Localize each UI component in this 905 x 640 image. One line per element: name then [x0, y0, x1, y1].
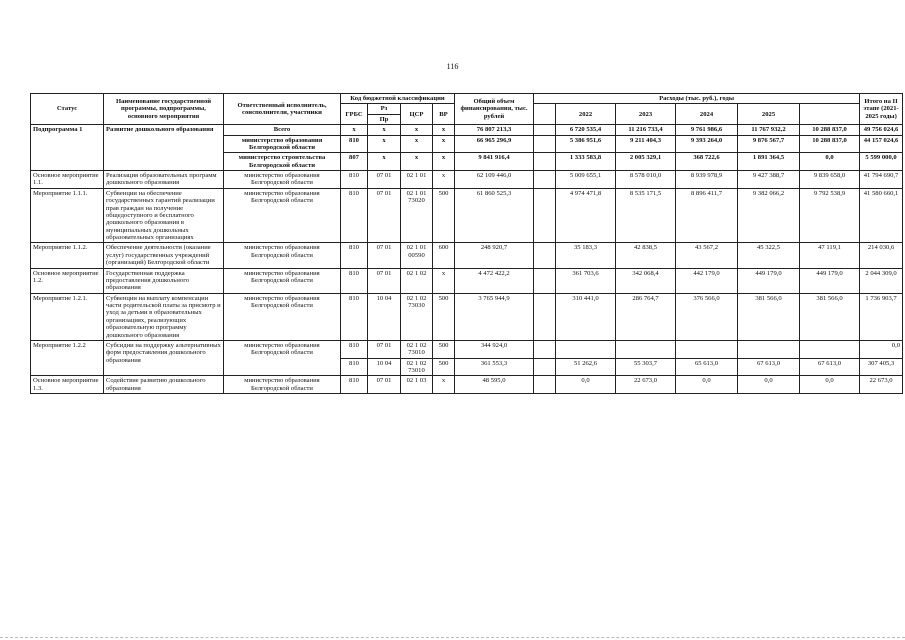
- cell-total: 4 472 422,2: [455, 268, 534, 293]
- cell-total: 344 924,0: [455, 340, 534, 358]
- cell-v5: 0,0: [800, 153, 860, 171]
- cell-vr: 500: [433, 358, 455, 376]
- cell-v4: 449 179,0: [738, 268, 800, 293]
- row-executor: министерство образования Белгородской области: [224, 268, 341, 293]
- cell-total: 62 109 446,0: [455, 171, 534, 189]
- cell-vr: х: [433, 153, 455, 171]
- row-name: Обеспечение деятельности (оказание услуг) государственных учреждений (организаций) Белгородской области: [104, 243, 224, 268]
- row-status: Основное мероприятие 1.3.: [31, 376, 104, 394]
- cell-v3: 0,0: [676, 376, 738, 394]
- cell-v2: 8 578 010,0: [616, 171, 676, 189]
- cell-v3: 65 613,0: [676, 358, 738, 376]
- cell-v2: 22 673,0: [616, 376, 676, 394]
- row-status: Мероприятие 1.1.2.: [31, 243, 104, 268]
- header-executor: Ответственный исполнитель, соисполнители, участники: [224, 94, 341, 125]
- header-year-2024: 2024: [676, 104, 738, 125]
- cell-v3: 368 722,6: [676, 153, 738, 171]
- cell-grbs: 810: [341, 268, 368, 293]
- cell-rz: 10 04: [368, 293, 401, 340]
- cell-grbs: 810: [341, 171, 368, 189]
- row-status: Мероприятие 1.2.1.: [31, 293, 104, 340]
- cell-vr: 500: [433, 293, 455, 340]
- cell-grbs: 810: [341, 135, 368, 153]
- cell-stage: 214 030,6: [860, 243, 903, 268]
- header-rz: Рз: [368, 104, 401, 114]
- cell-csr: х: [401, 153, 433, 171]
- cell-rz: 07 01: [368, 340, 401, 358]
- header-blank: [534, 104, 556, 125]
- cell-grbs: 810: [341, 340, 368, 358]
- cell-v1: 0,0: [556, 376, 616, 394]
- header-expenses: Расходы (тыс. руб.), годы: [534, 94, 860, 104]
- cell-v2: 55 303,7: [616, 358, 676, 376]
- cell-vr: х: [433, 135, 455, 153]
- row-executor: Всего: [224, 125, 341, 135]
- row-executor: министерство образования Белгородской области: [224, 135, 341, 153]
- cell-csr: х: [401, 125, 433, 135]
- header-year-extra: [800, 104, 860, 125]
- cell-v5: 381 566,0: [800, 293, 860, 340]
- cell-csr: 02 1 02 73010: [401, 340, 433, 358]
- cell-total: 48 595,0: [455, 376, 534, 394]
- row-name: Субсидии на поддержку альтернативных форм предоставления дошкольного образования: [104, 340, 224, 376]
- cell-total: 9 841 916,4: [455, 153, 534, 171]
- cell-grbs: 810: [341, 243, 368, 268]
- row-status: Основное мероприятие 1.1.: [31, 171, 104, 189]
- cell-v3: 9 761 986,6: [676, 125, 738, 135]
- cell-v3: 376 566,0: [676, 293, 738, 340]
- cell-v3: 442 179,0: [676, 268, 738, 293]
- table-row: [31, 376, 903, 394]
- cell-csr: 02 1 01: [401, 171, 433, 189]
- header-vr: ВР: [433, 104, 455, 125]
- cell-v2: 9 211 404,3: [616, 135, 676, 153]
- cell-stage: 41 794 690,7: [860, 171, 903, 189]
- row-status: Подпрограмма 1: [31, 125, 104, 171]
- row-name: Субвенции на обеспечение государственных гарантий реализации прав граждан на получение общедоступного и бесплатного дошкольного образования в муниципальных дошкольных образовательных организациях: [104, 188, 224, 243]
- cell-rz: 07 01: [368, 376, 401, 394]
- cell-grbs: 807: [341, 153, 368, 171]
- cell-csr: 02 1 03: [401, 376, 433, 394]
- cell-stage: 41 580 660,1: [860, 188, 903, 243]
- cell-v4: 1 891 364,5: [738, 153, 800, 171]
- cell-v3: 8 939 978,9: [676, 171, 738, 189]
- cell-v5: 47 119,1: [800, 243, 860, 268]
- header-status: Статус: [31, 94, 104, 125]
- cell-v1: 51 262,6: [556, 358, 616, 376]
- cell-total: 3 765 944,9: [455, 293, 534, 340]
- cell-rz: х: [368, 135, 401, 153]
- cell-v1: 35 183,3: [556, 243, 616, 268]
- cell-rz: 10 04: [368, 358, 401, 376]
- table-row: [31, 125, 903, 135]
- cell-grbs: 810: [341, 358, 368, 376]
- header-grbs: ГРБС: [341, 104, 368, 125]
- row-executor: министерство образования Белгородской области: [224, 243, 341, 268]
- cell-v4: 67 613,0: [738, 358, 800, 376]
- cell-csr: х: [401, 135, 433, 153]
- cell-rz: 07 01: [368, 188, 401, 243]
- cell-v1: 5 386 951,6: [556, 135, 616, 153]
- cell-grbs: 810: [341, 376, 368, 394]
- row-name: Содействие развитию дошкольного образования: [104, 376, 224, 394]
- row-name: Развитие дошкольного образования: [104, 125, 224, 171]
- cell-v5: 10 288 837,0: [800, 135, 860, 153]
- header-year-2022: 2022: [556, 104, 616, 125]
- row-status: Мероприятие 1.2.2: [31, 340, 104, 376]
- cell-stage: 44 157 024,6: [860, 135, 903, 153]
- row-executor: министерство образования Белгородской области: [224, 171, 341, 189]
- cell-v2: 342 068,4: [616, 268, 676, 293]
- cell-v4: 381 566,0: [738, 293, 800, 340]
- row-executor: министерство образования Белгородской области: [224, 188, 341, 243]
- cell-v4: 45 322,5: [738, 243, 800, 268]
- cell-v1: 361 703,6: [556, 268, 616, 293]
- row-status: Основное мероприятие 1.2.: [31, 268, 104, 293]
- header-name: Наименование государственной программы, подпрограммы, основного мероприятия: [104, 94, 224, 125]
- cell-v4: 9 427 388,7: [738, 171, 800, 189]
- cell-total: 76 807 213,3: [455, 125, 534, 135]
- header-stage-total: Итого на II этапе (2021-2025 годы): [860, 94, 903, 125]
- cell-stage: 307 405,3: [860, 358, 903, 376]
- cell-v3: 43 567,2: [676, 243, 738, 268]
- cell-total: 361 553,3: [455, 358, 534, 376]
- cell-stage: 1 736 903,7: [860, 293, 903, 340]
- row-name: Государственная поддержка предоставления дошкольного образования: [104, 268, 224, 293]
- cell-rz: 07 01: [368, 268, 401, 293]
- cell-rz: 07 01: [368, 243, 401, 268]
- cell-v1: 6 720 535,4: [556, 125, 616, 135]
- cell-v5: 10 288 837,0: [800, 125, 860, 135]
- row-executor: министерство образования Белгородской области: [224, 340, 341, 376]
- row-status: Мероприятие 1.1.1.: [31, 188, 104, 243]
- header-pr: Пр: [368, 114, 401, 124]
- cell-stage: 2 044 309,0: [860, 268, 903, 293]
- cell-v2: 8 535 171,5: [616, 188, 676, 243]
- cell-total: 61 860 525,3: [455, 188, 534, 243]
- cell-stage: 49 756 024,6: [860, 125, 903, 135]
- cell-v5: 0,0: [800, 376, 860, 394]
- row-executor: министерство образования Белгородской области: [224, 376, 341, 394]
- cell-v5: 9 792 538,9: [800, 188, 860, 243]
- header-budget-code: Код бюджетной классификации: [341, 94, 455, 104]
- cell-v1: 4 974 471,8: [556, 188, 616, 243]
- page-number: 116: [446, 62, 459, 71]
- cell-rz: х: [368, 125, 401, 135]
- row-name: Субвенции на выплату компенсации части родительской платы за присмотр и уход за детьми в образовательных организациях, реализующих образовательную программу дошкольного образования: [104, 293, 224, 340]
- cell-vr: х: [433, 125, 455, 135]
- cell-grbs: 810: [341, 293, 368, 340]
- cell-stage: 5 599 000,0: [860, 153, 903, 171]
- cell-rz: 07 01: [368, 171, 401, 189]
- header-csr: ЦСР: [401, 104, 433, 125]
- cell-stage: 22 673,0: [860, 376, 903, 394]
- cell-v1: 1 333 583,8: [556, 153, 616, 171]
- cell-v2: 286 764,7: [616, 293, 676, 340]
- row-name: Реализация образовательных программ дошкольного образования: [104, 171, 224, 189]
- cell-vr: х: [433, 171, 455, 189]
- header-year-2025: 2025: [738, 104, 800, 125]
- cell-vr: х: [433, 268, 455, 293]
- cell-v2: 2 005 329,1: [616, 153, 676, 171]
- row-executor: министерство строительства Белгородской области: [224, 153, 341, 171]
- cell-csr: 02 1 02 73010: [401, 358, 433, 376]
- cell-v2: 42 838,5: [616, 243, 676, 268]
- cell-total: 66 965 296,9: [455, 135, 534, 153]
- cell-csr: 02 1 02: [401, 268, 433, 293]
- cell-v2: 11 216 733,4: [616, 125, 676, 135]
- cell-v1: 310 441,0: [556, 293, 616, 340]
- cell-v5: 67 613,0: [800, 358, 860, 376]
- cell-csr: 02 1 01 73020: [401, 188, 433, 243]
- cell-total: 248 920,7: [455, 243, 534, 268]
- table-row: [31, 171, 903, 189]
- cell-v4: 11 767 932,2: [738, 125, 800, 135]
- cell-vr: 500: [433, 340, 455, 358]
- cell-stage: 0,0: [860, 340, 903, 358]
- header-year-2023: 2023: [616, 104, 676, 125]
- cell-vr: 500: [433, 188, 455, 243]
- cell-v4: 0,0: [738, 376, 800, 394]
- cell-grbs: 810: [341, 188, 368, 243]
- row-executor: министерство образования Белгородской области: [224, 293, 341, 340]
- cell-grbs: х: [341, 125, 368, 135]
- cell-v1: 5 009 655,1: [556, 171, 616, 189]
- cell-v5: 449 179,0: [800, 268, 860, 293]
- cell-csr: 02 1 01 00590: [401, 243, 433, 268]
- cell-rz: х: [368, 153, 401, 171]
- cell-v3: 8 896 411,7: [676, 188, 738, 243]
- budget-table: [30, 93, 903, 394]
- cell-csr: 02 1 02 73030: [401, 293, 433, 340]
- cell-v5: 9 839 658,0: [800, 171, 860, 189]
- cell-v4: 9 382 066,2: [738, 188, 800, 243]
- table-row: [31, 340, 903, 358]
- page-bottom-dashed-line: [0, 637, 905, 638]
- header-total-volume: Общий объем финансирования, тыс. рублей: [455, 94, 534, 125]
- cell-v4: 9 876 567,7: [738, 135, 800, 153]
- cell-vr: 600: [433, 243, 455, 268]
- cell-v3: 9 393 264,0: [676, 135, 738, 153]
- cell-vr: х: [433, 376, 455, 394]
- table-row: [31, 243, 903, 268]
- table-row: [31, 293, 903, 340]
- table-row: [31, 268, 903, 293]
- table-row: [31, 188, 903, 243]
